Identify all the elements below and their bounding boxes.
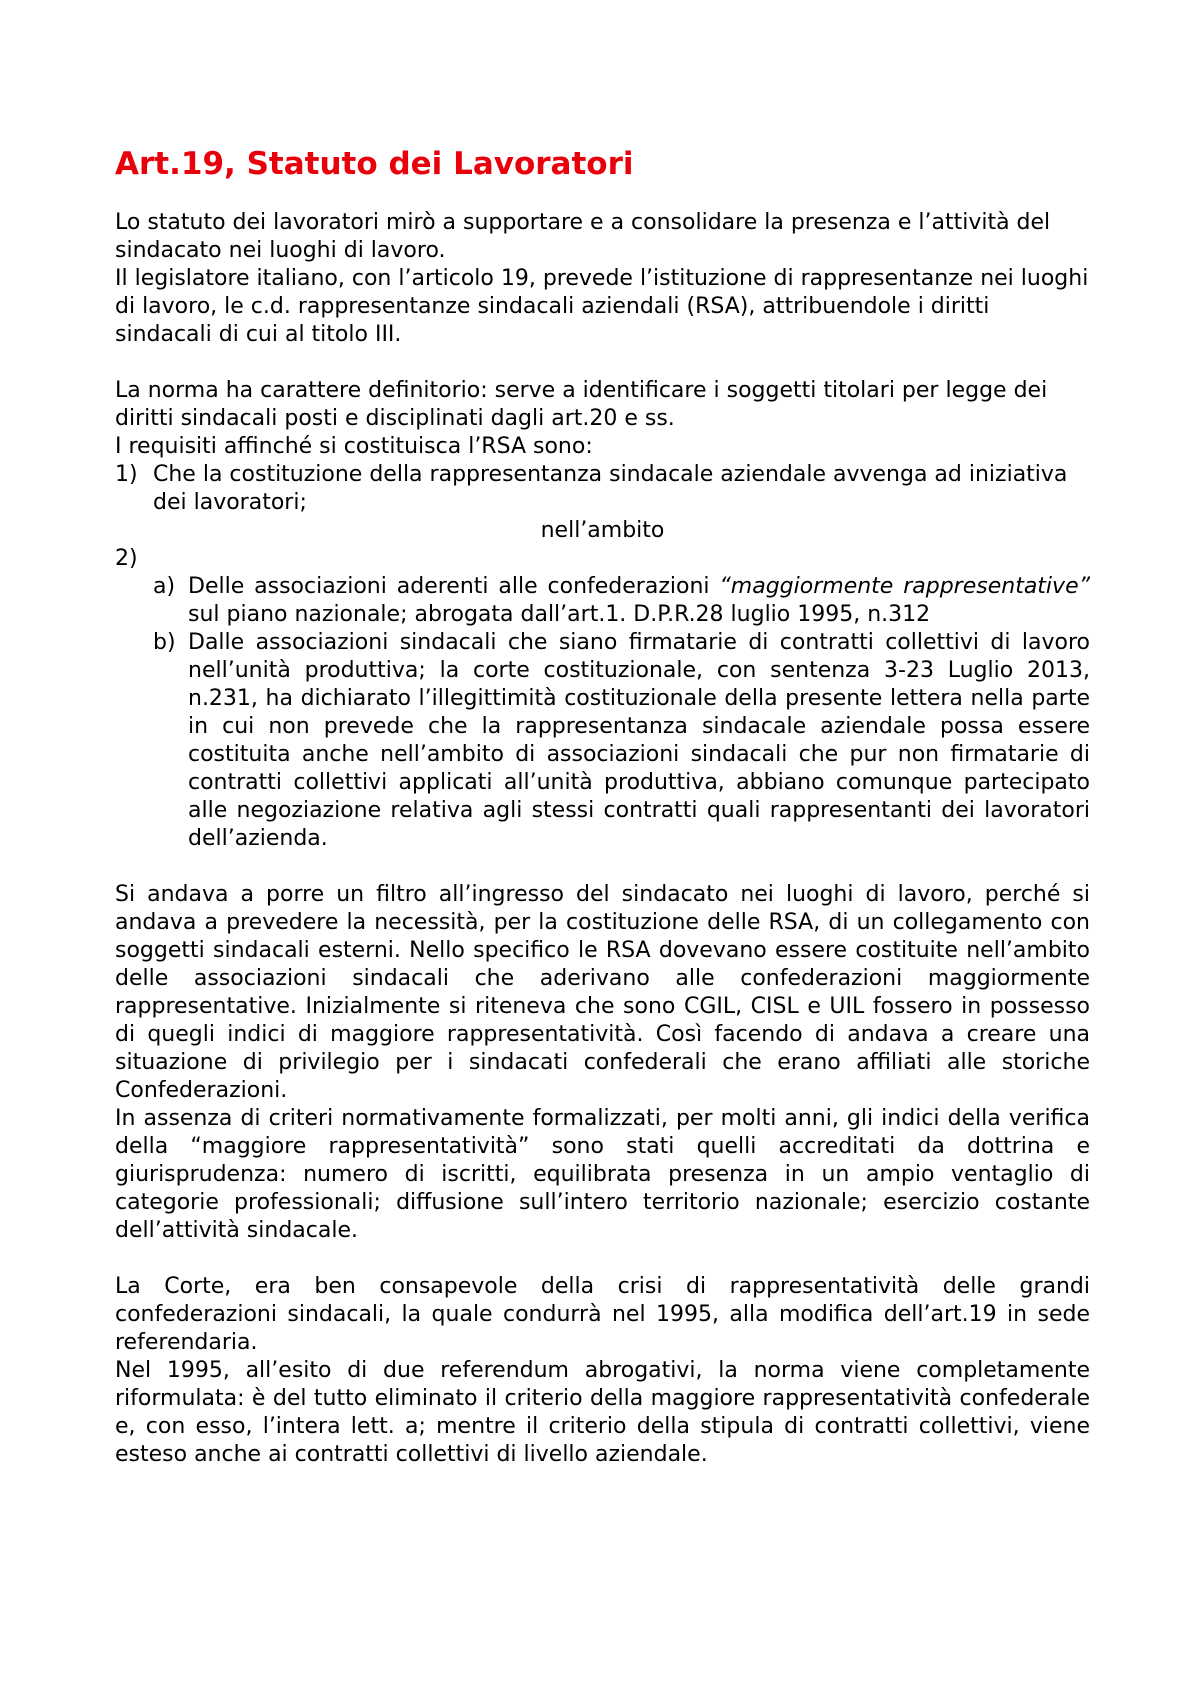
filtro-paragraph-1: Si andava a porre un filtro all’ingresso del sindacato nei luoghi di lavoro, perché si andava a prevedere la necessità, per la costituzione delle RSA, di un collegamento con soggetti sindacali esterni. Nello specifico le RSA dovevano essere costituite nell’ambito delle associazioni sindacali che aderivano alle confederazioni maggiormente rappresentative. Inizialmente si riteneva che sono CGIL, CISL e UIL fossero in possesso di quegli indici di maggiore rappresentatività. Così facendo di andava a creare una situazione di privilegio per i sindacati confederali che erano affiliati alle storiche Confederazioni. [115, 882, 1090, 1103]
list-number-1: 1) [115, 462, 138, 487]
sub-item-a [115, 573, 1090, 629]
sub-number-a: a) [153, 574, 176, 599]
list-item-1 [115, 461, 1090, 517]
document-body [115, 209, 1090, 1469]
corte-paragraph-1: La Corte, era ben consapevole della crisi di rappresentatività delle grandi confederazioni sindacali, la quale condurrà nel 1995, alla modifica dell’art.19 in sede referendaria. [115, 1274, 1090, 1355]
filtro-paragraph-2: In assenza di criteri normativamente formalizzati, per molti anni, gli indici della verifica della “maggiore rappresentatività” sono stati quelli accreditati da dottrina e giurisprudenza: numero di iscritti, equilibrata presenza in un ampio ventaglio di categorie professionali; diffusione sull’intero territorio nazionale; esercizio costante dell’attività sindacale. [115, 1106, 1090, 1243]
list-item-2-text [153, 546, 160, 571]
sub-number-b: b) [153, 630, 176, 655]
sub-item-b-text: Dalle associazioni sindacali che siano firmatarie di contratti collettivi di lavoro nell’unità produttiva; la corte costituzionale, con sentenza 3-23 Luglio 2013, n.231, ha dichiarato l’illegittimità costituzionale della presente lettera nella parte in cui non prevede che la rappresentanza sindacale aziendale possa essere costituita anche nell’ambito di associazioni sindacali che pur non firmatarie di contratti collettivi applicati all’unità produttiva, abbiano comunque partecipato alle negoziazione relativa agli stessi contratti quali rappresentanti dei lavoratori dell’azienda. [188, 630, 1090, 851]
intro-paragraph-2: Il legislatore italiano, con l’articolo 19, prevede l’istituzione di rappresentanze nei luoghi di lavoro, le c.d. rappresentanze sindacali aziendali (RSA), attribuendole i diritti sindacali di cui al titolo III. [115, 266, 1089, 347]
document-title: Art.19, Statuto dei Lavoratori [115, 146, 634, 182]
ambito-line: nell’ambito [540, 518, 665, 543]
sub-item-a-suffix: sul piano nazionale; abrogata dall’art.1. D.P.R.28 luglio 1995, n.312 [188, 602, 931, 627]
spacer [115, 1245, 1090, 1273]
spacer [115, 349, 1090, 377]
sub-item-a-italic: “maggiormente rappresentative” [719, 574, 1090, 599]
corte-paragraph-2: Nel 1995, all’esito di due referendum abrogativi, la norma viene completamente riformulata: è del tutto eliminato il criterio della maggiore rappresentatività confederale e, con esso, l’intera lett. a; mentre il criterio della stipula di contratti collettivi, viene esteso anche ai contratti collettivi di livello aziendale. [115, 1358, 1090, 1467]
sub-item-b [115, 629, 1090, 853]
requisiti-intro: I requisiti affinché si costituisca l’RSA sono: [115, 434, 593, 459]
intro-paragraph-1: Lo statuto dei lavoratori mirò a supportare e a consolidare la presenza e l’attività del sindacato nei luoghi di lavoro. [115, 210, 1051, 263]
list-item-1-text: Che la costituzione della rappresentanza sindacale aziendale avvenga ad iniziativa dei lavoratori; [153, 462, 1068, 515]
list-number-2: 2) [115, 546, 138, 571]
spacer [115, 853, 1090, 881]
list-item-2 [115, 545, 1090, 573]
sub-item-a-prefix: Delle associazioni aderenti alle confederazioni [188, 574, 720, 599]
norma-paragraph: La norma ha carattere definitorio: serve a identificare i soggetti titolari per legge dei diritti sindacali posti e disciplinati dagli art.20 e ss. [115, 378, 1048, 431]
